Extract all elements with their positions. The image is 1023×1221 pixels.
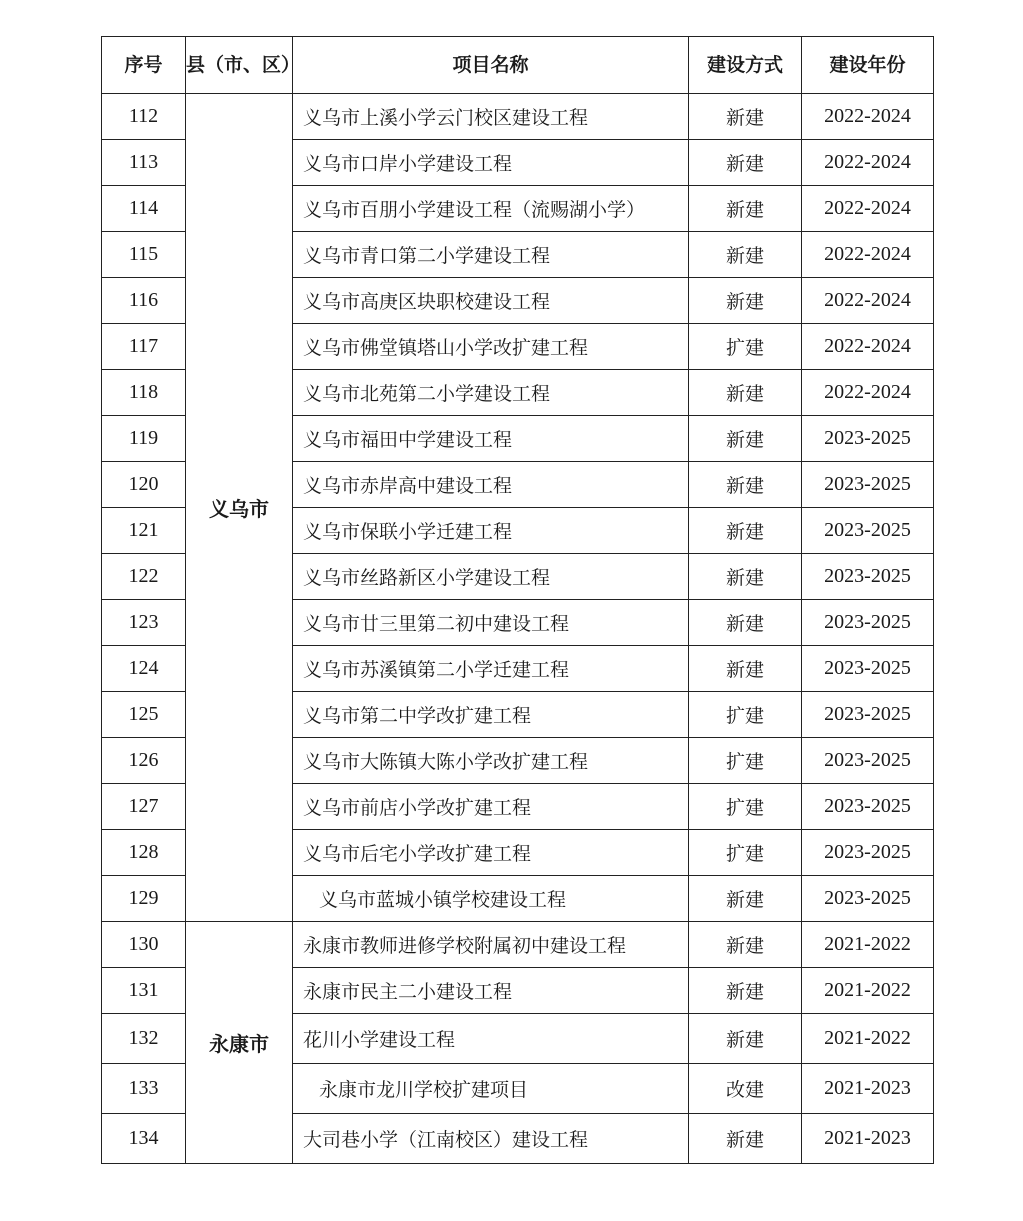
build-method: 新建 [689, 968, 802, 1014]
header-county: 县（市、区） [186, 37, 293, 94]
county-cell: 永康市 [186, 922, 293, 1164]
row-index: 127 [102, 784, 186, 830]
row-index: 123 [102, 600, 186, 646]
project-name: 义乌市口岸小学建设工程 [293, 140, 689, 186]
build-year: 2023-2025 [802, 876, 934, 922]
build-year: 2022-2024 [802, 140, 934, 186]
row-index: 113 [102, 140, 186, 186]
row-index: 124 [102, 646, 186, 692]
build-year: 2023-2025 [802, 692, 934, 738]
project-name: 大司巷小学（江南校区）建设工程 [293, 1114, 689, 1164]
project-name: 义乌市第二中学改扩建工程 [293, 692, 689, 738]
build-year: 2022-2024 [802, 324, 934, 370]
build-method: 新建 [689, 278, 802, 324]
row-index: 130 [102, 922, 186, 968]
build-method: 扩建 [689, 324, 802, 370]
build-method: 新建 [689, 140, 802, 186]
row-index: 131 [102, 968, 186, 1014]
project-table [101, 36, 934, 1164]
build-year: 2021-2022 [802, 922, 934, 968]
row-index: 115 [102, 232, 186, 278]
build-year: 2023-2025 [802, 646, 934, 692]
build-method: 扩建 [689, 784, 802, 830]
build-year: 2022-2024 [802, 278, 934, 324]
build-year: 2021-2022 [802, 1014, 934, 1064]
build-method: 扩建 [689, 692, 802, 738]
project-name: 义乌市青口第二小学建设工程 [293, 232, 689, 278]
build-method: 新建 [689, 416, 802, 462]
header-method: 建设方式 [689, 37, 802, 94]
build-year: 2023-2025 [802, 830, 934, 876]
header-name: 项目名称 [293, 37, 689, 94]
row-index: 112 [102, 94, 186, 140]
build-method: 新建 [689, 1014, 802, 1064]
build-method: 新建 [689, 508, 802, 554]
build-method: 新建 [689, 462, 802, 508]
project-name: 永康市民主二小建设工程 [293, 968, 689, 1014]
project-name: 义乌市蓝城小镇学校建设工程 [293, 876, 689, 922]
build-method: 新建 [689, 554, 802, 600]
row-index: 114 [102, 186, 186, 232]
build-method: 新建 [689, 646, 802, 692]
project-name: 义乌市佛堂镇塔山小学改扩建工程 [293, 324, 689, 370]
header-year: 建设年份 [802, 37, 934, 94]
row-index: 126 [102, 738, 186, 784]
table-row [102, 94, 934, 140]
build-method: 扩建 [689, 830, 802, 876]
project-name: 义乌市百朋小学建设工程（流赐湖小学） [293, 186, 689, 232]
row-index: 128 [102, 830, 186, 876]
project-name: 义乌市前店小学改扩建工程 [293, 784, 689, 830]
build-method: 新建 [689, 94, 802, 140]
build-year: 2023-2025 [802, 554, 934, 600]
county-cell: 义乌市 [186, 94, 293, 922]
row-index: 125 [102, 692, 186, 738]
build-year: 2022-2024 [802, 94, 934, 140]
build-year: 2023-2025 [802, 416, 934, 462]
project-name: 花川小学建设工程 [293, 1014, 689, 1064]
row-index: 132 [102, 1014, 186, 1064]
row-index: 134 [102, 1114, 186, 1164]
build-method: 新建 [689, 232, 802, 278]
build-year: 2023-2025 [802, 600, 934, 646]
project-name: 永康市龙川学校扩建项目 [293, 1064, 689, 1114]
header-row [102, 37, 934, 94]
table-row [102, 922, 934, 968]
build-year: 2022-2024 [802, 232, 934, 278]
build-method: 改建 [689, 1064, 802, 1114]
build-method: 新建 [689, 370, 802, 416]
build-year: 2023-2025 [802, 462, 934, 508]
project-name: 义乌市廿三里第二初中建设工程 [293, 600, 689, 646]
build-year: 2021-2023 [802, 1064, 934, 1114]
build-method: 新建 [689, 922, 802, 968]
build-year: 2022-2024 [802, 186, 934, 232]
build-year: 2021-2023 [802, 1114, 934, 1164]
project-name: 义乌市大陈镇大陈小学改扩建工程 [293, 738, 689, 784]
project-name: 永康市教师进修学校附属初中建设工程 [293, 922, 689, 968]
header-index: 序号 [102, 37, 186, 94]
project-name: 义乌市丝路新区小学建设工程 [293, 554, 689, 600]
row-index: 122 [102, 554, 186, 600]
build-method: 新建 [689, 1114, 802, 1164]
build-year: 2022-2024 [802, 370, 934, 416]
build-year: 2023-2025 [802, 784, 934, 830]
row-index: 117 [102, 324, 186, 370]
build-method: 新建 [689, 600, 802, 646]
build-method: 新建 [689, 876, 802, 922]
project-name: 义乌市高庚区块职校建设工程 [293, 278, 689, 324]
project-name: 义乌市保联小学迁建工程 [293, 508, 689, 554]
build-year: 2021-2022 [802, 968, 934, 1014]
row-index: 133 [102, 1064, 186, 1114]
row-index: 119 [102, 416, 186, 462]
row-index: 121 [102, 508, 186, 554]
project-name: 义乌市赤岸高中建设工程 [293, 462, 689, 508]
build-method: 新建 [689, 186, 802, 232]
row-index: 129 [102, 876, 186, 922]
project-name: 义乌市北苑第二小学建设工程 [293, 370, 689, 416]
project-name: 义乌市苏溪镇第二小学迁建工程 [293, 646, 689, 692]
project-name: 义乌市上溪小学云门校区建设工程 [293, 94, 689, 140]
build-year: 2023-2025 [802, 508, 934, 554]
build-method: 扩建 [689, 738, 802, 784]
build-year: 2023-2025 [802, 738, 934, 784]
row-index: 118 [102, 370, 186, 416]
row-index: 116 [102, 278, 186, 324]
project-name: 义乌市后宅小学改扩建工程 [293, 830, 689, 876]
row-index: 120 [102, 462, 186, 508]
project-name: 义乌市福田中学建设工程 [293, 416, 689, 462]
